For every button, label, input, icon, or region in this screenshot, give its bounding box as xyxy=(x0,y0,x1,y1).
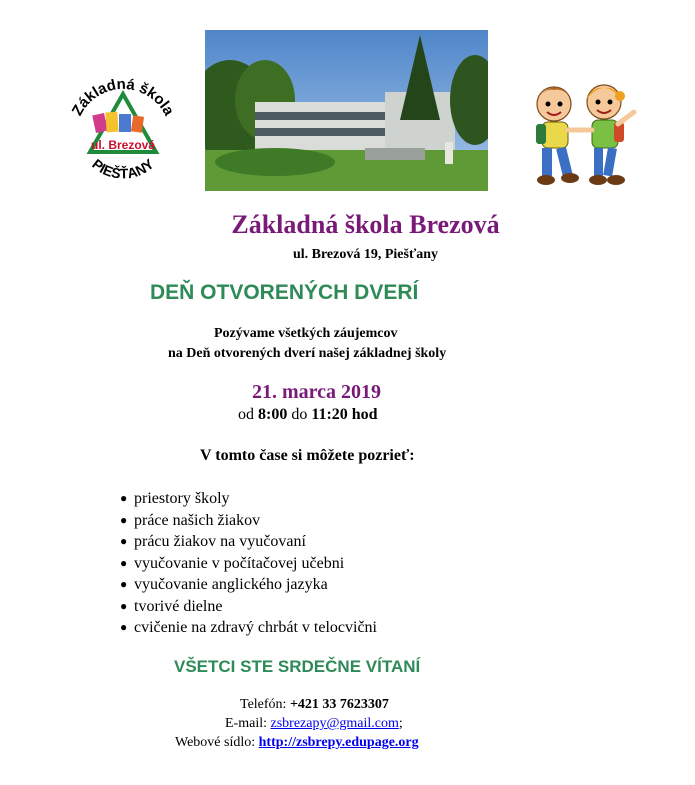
list-item: ● práce našich žiakov xyxy=(120,510,377,532)
bullet-icon: ● xyxy=(120,491,128,505)
list-item: ● prácu žiakov na vyučovaní xyxy=(120,531,377,553)
school-building-photo xyxy=(205,30,488,191)
time-from: 8:00 xyxy=(258,406,288,423)
event-date: 21. marca 2019 xyxy=(252,381,382,403)
school-logo xyxy=(62,72,184,194)
logo-town: PIEŠŤANY xyxy=(89,155,157,182)
bullet-icon: ● xyxy=(120,555,128,570)
cartoon-children-icon xyxy=(520,72,640,194)
time-to: 11:20 hod xyxy=(311,406,378,423)
invitation-line-1: Pozývame všetkých záujemcov xyxy=(214,326,398,341)
contact-web xyxy=(175,735,419,751)
program-list xyxy=(120,488,377,639)
list-item: ● priestory školy xyxy=(120,488,377,510)
program-heading: V tomto čase si môžete pozrieť: xyxy=(200,447,415,464)
bullet-icon: ● xyxy=(120,512,128,527)
contact-phone xyxy=(240,697,389,713)
event-time xyxy=(238,406,378,424)
list-item: ● vyučovanie v počítačovej učebni xyxy=(120,553,377,575)
logo-street: ul. Brezová xyxy=(90,138,156,152)
email-label: E-mail: xyxy=(225,716,267,731)
welcome-message: VŠETCI STE SRDEČNE VÍTANÍ xyxy=(174,657,421,676)
website-link[interactable]: http://zsbrepy.edupage.org xyxy=(258,735,419,750)
phone-label: Telefón: xyxy=(240,697,287,712)
invitation-line-2: na Deň otvorených dverí našej základnej školy xyxy=(168,346,447,361)
list-item: ● tvorivé dielne xyxy=(120,596,377,618)
school-name: Základná škola Brezová xyxy=(231,210,500,239)
contact-email: E-mail: zsbrezapy@gmail.com; xyxy=(225,716,403,731)
phone-number: +421 33 7623307 xyxy=(289,697,389,712)
web-label: Webové sídlo: xyxy=(175,735,256,750)
event-title: DEŇ OTVORENÝCH DVERÍ xyxy=(150,281,419,304)
logo-arc-text: Základná škola xyxy=(68,75,178,119)
bullet-icon: ● xyxy=(120,598,128,613)
time-mid: do xyxy=(291,406,308,423)
email-link[interactable]: zsbrezapy@gmail.com xyxy=(270,716,399,731)
list-item: ● cvičenie na zdravý chrbát v telocvični xyxy=(120,617,377,639)
school-address: ul. Brezová 19, Piešťany xyxy=(292,247,439,262)
bullet-icon: ● xyxy=(120,620,128,634)
bullet-icon: ● xyxy=(120,534,128,548)
svg-text:PIEŠŤANY xyxy=(89,155,157,181)
time-prefix: od xyxy=(238,406,254,423)
list-item: ● vyučovanie anglického jazyka xyxy=(120,574,377,596)
bullet-icon: ● xyxy=(120,577,128,591)
